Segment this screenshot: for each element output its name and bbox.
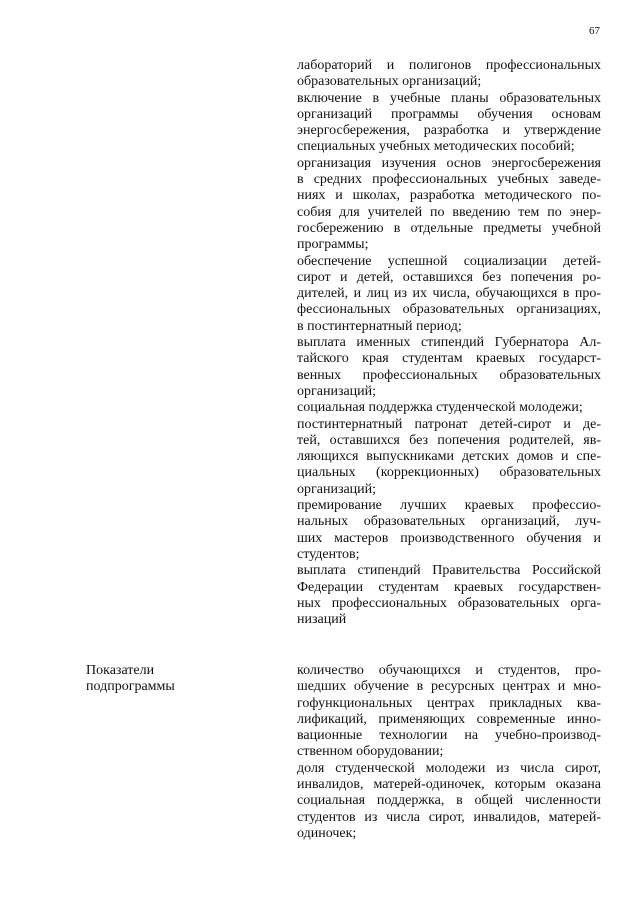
text-line: нальных образовательных организаций, луч- (297, 514, 601, 530)
text-line: Показатели (86, 663, 155, 678)
text-line: программы; (297, 237, 369, 253)
text-line: ниях и школах, разработка методического по- (297, 188, 601, 204)
text-line: студентов из числа сирот, инвалидов, матерей- (297, 809, 601, 825)
text-line: собия для учителей по введению тем по энер- (297, 204, 601, 220)
text-line: лабораторий и полигонов профессиональных (297, 58, 601, 73)
text-line: фессиональных образовательных организациях, (297, 302, 601, 318)
text-line: количество обучающихся и студентов, про- (297, 663, 601, 678)
text-line: организаций; (297, 383, 377, 399)
text-line: выплата стипендий Правительства Российской (297, 563, 601, 579)
text-line: шедших обучение в ресурсных центрах и мно- (297, 679, 601, 695)
text-line: инвалидов, матерей-одиночек, которым оказана (297, 777, 601, 793)
text-line: венных профессиональных образовательных (297, 367, 601, 383)
text-line: обеспечение успешной социализации детей- (297, 253, 601, 269)
text-line: ляющихся выпускниками детских домов и спе- (297, 449, 601, 465)
text-line: доля студенческой молодежи из числа сирот, (297, 760, 601, 776)
text-line: энергосбережения, разработка и утверждение (297, 123, 601, 139)
text-line: специальных учебных методических пособий; (297, 139, 575, 155)
text-line: постинтернатный патронат детей-сирот и де- (297, 416, 601, 432)
text-line: госбережению в отдельные предметы учебной (297, 220, 601, 236)
text-line: организаций; (297, 481, 377, 497)
text-line: лификаций, применяющих современные инно- (297, 711, 601, 727)
text-line: включение в учебные планы образовательных (297, 90, 601, 106)
text-line: образовательных организаций; (297, 74, 482, 90)
text-line: ственном оборудовании; (297, 744, 444, 760)
text-line: низаций (297, 612, 347, 628)
text-line: ших мастеров производственного обучения и (297, 530, 601, 546)
text-line: дителей, и лиц из их числа, обучающихся в про- (297, 286, 601, 302)
text-line: социальная поддержка, в общей численности (297, 793, 601, 809)
text-line: в постинтернатный период; (297, 318, 462, 334)
text-line: тей, оставшихся без попечения родителей, яв- (297, 432, 601, 448)
text-line: тайского края студентам краевых государст- (297, 351, 601, 367)
text-line: социальная поддержка студенческой молодежи; (297, 400, 583, 416)
indicators-label (86, 663, 246, 696)
text-line: вационные технологии на учебно-производ- (297, 728, 601, 744)
text-line: студентов; (297, 546, 360, 562)
measures-list (297, 58, 601, 628)
indicators-list (297, 663, 601, 842)
text-line: Федерации студентам краевых государствен- (297, 579, 601, 595)
text-line: подпрограммы (86, 679, 175, 695)
text-line: циальных (коррекционных) образовательных (297, 465, 601, 481)
text-line: организация изучения основ энергосбережения (297, 155, 601, 171)
page-number: 67 (589, 25, 600, 37)
text-line: ных профессиональных образовательных орга- (297, 595, 601, 611)
text-line: выплата именных стипендий Губернатора Ал- (297, 335, 601, 351)
text-line: сирот и детей, оставшихся без попечения ро- (297, 269, 601, 285)
text-line: премирование лучших краевых профессио- (297, 498, 601, 514)
text-line: организаций программы обучения основам (297, 106, 601, 122)
text-line: одиночек; (297, 825, 357, 841)
text-line: в средних профессиональных учебных заведе- (297, 172, 601, 188)
text-line: гофункциональных центрах прикладных ква- (297, 695, 601, 711)
